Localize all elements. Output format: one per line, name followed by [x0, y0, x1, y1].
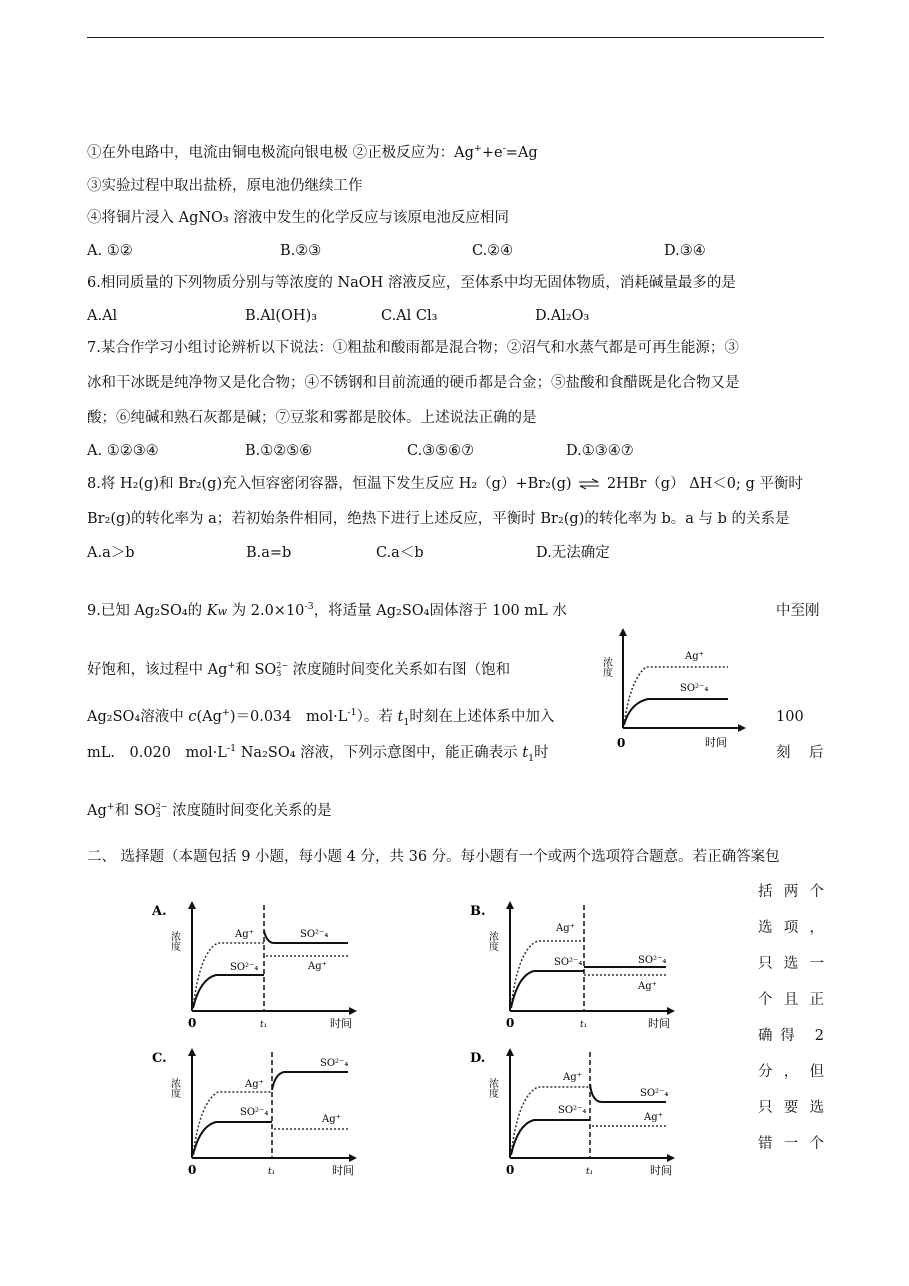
svg-text:SO²⁻₄: SO²⁻₄	[300, 929, 329, 940]
panel-label-b: B.	[470, 904, 486, 919]
svg-text:SO²⁻₄: SO²⁻₄	[230, 962, 259, 973]
svg-text:Ag⁺: Ag⁺	[644, 1112, 663, 1123]
svg-text:时间: 时间	[648, 1017, 670, 1030]
q9-line-4-right-1: 刻	[776, 745, 791, 761]
svg-text:Ag⁺: Ag⁺	[556, 923, 575, 934]
svg-text:浓度: 浓度	[486, 1078, 498, 1098]
q7-option-b: B.①②⑤⑥	[245, 443, 313, 459]
panel-label-a: A.	[152, 904, 167, 919]
option-d-graph	[468, 1040, 688, 1180]
svg-text:SO²⁻₄: SO²⁻₄	[558, 1105, 587, 1116]
y-axis-label: 浓度	[600, 657, 612, 677]
svg-text:Ag⁺: Ag⁺	[322, 1114, 341, 1125]
svg-text:SO²⁻₄: SO²⁻₄	[638, 955, 667, 966]
svg-text:SO²⁻₄: SO²⁻₄	[240, 1107, 269, 1118]
equilibrium-arrow-icon	[578, 478, 600, 490]
panel-label-c: C.	[152, 1051, 167, 1066]
q8-option-d: D.无法确定	[536, 545, 610, 561]
svg-text:0: 0	[506, 1016, 515, 1030]
q5-statement-4: ④将铜片浸入 AgNO₃ 溶液中发生的化学反应与该原电池反应相同	[87, 210, 509, 226]
q5-option-a: A. ①②	[87, 243, 133, 259]
q6-option-a: A.Al	[87, 308, 118, 324]
svg-text:SO²⁻₄: SO²⁻₄	[640, 1088, 669, 1099]
q9-line-4-right-2: 后	[809, 745, 824, 761]
q7-option-c: C.③⑤⑥⑦	[407, 443, 475, 459]
q7-line-3: 酸；⑥纯碱和熟石灰都是碱；⑦豆浆和雾都是胶体。上述说法正确的是	[87, 410, 537, 426]
q8-line-2: Br₂(g)的转化率为 a；若初始条件相同，绝热下进行上述反应，平衡时 Br₂(g)的转化率为 b。a 与 b 的关系是	[87, 511, 790, 527]
svg-text:0: 0	[188, 1163, 197, 1177]
svg-text:Ag⁺: Ag⁺	[638, 981, 657, 992]
panel-label-d: D.	[470, 1051, 486, 1066]
q5-statement-1-2: ①在外电路中，电流由铜电极流向银电极 ②正极反应为：Ag++e-=Ag	[87, 143, 538, 161]
svg-text:浓度: 浓度	[168, 1078, 180, 1098]
q5-option-b: B.②③	[280, 243, 322, 259]
q5-statement-3: ③实验过程中取出盐桥，原电池仍继续工作	[87, 178, 363, 194]
svg-text:0: 0	[188, 1016, 197, 1030]
svg-text:浓度: 浓度	[486, 931, 498, 951]
q7-line-1: 7.某合作学习小组讨论辨析以下说法：①粗盐和酸雨都是混合物；②沼气和水蒸气都是可再生能源；③	[87, 340, 739, 356]
q6-stem: 6.相同质量的下列物质分别与等浓度的 NaOH 溶液反应，至体系中均无固体物质，消耗碱量最多的是	[87, 275, 736, 291]
svg-text:浓度: 浓度	[168, 931, 180, 951]
ag-ion-label: Ag⁺	[685, 651, 704, 662]
q6-option-b: B.Al(OH)₃	[245, 308, 318, 324]
svg-text:SO²⁻₄: SO²⁻₄	[554, 957, 583, 968]
q7-line-2: 冰和干冰既是纯净物又是化合物；④不锈钢和目前流通的硬币都是合金；⑤盐酸和食醋既是化合物又是	[87, 375, 740, 391]
svg-text:时间: 时间	[330, 1017, 352, 1030]
svg-text:时间: 时间	[650, 1164, 672, 1177]
svg-text:时间: 时间	[332, 1164, 354, 1177]
svg-text:t₁: t₁	[580, 1020, 588, 1030]
section2-line-1: 二、 选择题（本题包括 9 小题，每小题 4 分，共 36 分。每小题有一个或两个选项符合题意。若正确答案包	[87, 849, 780, 865]
svg-text:SO²⁻₄: SO²⁻₄	[320, 1058, 349, 1069]
q7-option-d: D.①③④⑦	[566, 443, 634, 459]
q8-line-1: 8.将 H₂(g)和 Br₂(g)充入恒容密闭容器，恒温下发生反应 H₂（g）+Br₂(g) 2HBr（g） ΔH＜0; g 平衡时	[87, 476, 803, 492]
svg-text:0: 0	[506, 1163, 515, 1177]
q9-line-4: mL. 0.020 $mol\cdot L^{-1}$ Na₂SO₄ 溶液，下列示意图中，能正确表示 $t_1$时	[87, 743, 549, 764]
svg-text:t₁: t₁	[268, 1167, 276, 1177]
option-c-graph	[150, 1040, 370, 1180]
q7-option-a: A. ①②③④	[87, 443, 159, 459]
q9-line-3: Ag₂SO₄溶液中 c(Ag+)＝0.034 $mol\cdot L^{-1}$）。若 $t_1$时刻在上述体系中加入	[87, 707, 555, 728]
q9-line-1-right: 中至刚	[776, 603, 820, 619]
q9-line-2: 好饱和，该过程中 Ag+和 SO2− 3 浓度随时间变化关系如右图（饱和	[87, 660, 511, 678]
q9-reference-graph	[600, 625, 750, 750]
option-a-graph	[150, 893, 370, 1033]
q8-option-a: A.a＞b	[87, 545, 135, 561]
svg-text:Ag⁺: Ag⁺	[563, 1072, 582, 1083]
q8-option-b: B.a=b	[246, 545, 292, 561]
q5-option-d: D.③④	[664, 243, 706, 259]
section2-vertical-text: 括两个 选项， 只选一 个且正 确得 2 分，但 只要选 错一个	[758, 884, 824, 1152]
q5-option-c: C.②④	[472, 243, 514, 259]
q9-line-3-right: 100	[776, 709, 804, 725]
header-rule	[87, 37, 824, 38]
x-axis-label: 时间	[705, 736, 727, 749]
svg-text:Ag⁺: Ag⁺	[235, 929, 254, 940]
q9-line-1: 9.已知 Ag₂SO₄的 Kw 为 $2.0\times 10^{-3}$，将适量 Ag₂SO₄固体溶于 100 mL 水	[87, 601, 567, 619]
q6-option-c: C.Al Cl₃	[381, 308, 438, 324]
q6-option-d: D.Al₂O₃	[535, 308, 590, 324]
q8-option-c: C.a＜b	[376, 545, 424, 561]
svg-text:Ag⁺: Ag⁺	[245, 1079, 264, 1090]
sulfate-ion-label: SO²⁻₄	[680, 683, 709, 694]
svg-text:t₁: t₁	[260, 1020, 268, 1030]
svg-text:t₁: t₁	[586, 1167, 594, 1177]
svg-text:Ag⁺: Ag⁺	[308, 961, 327, 972]
q9-line-5: Ag+和 SO2− 3 浓度随时间变化关系的是	[87, 801, 332, 819]
origin-label: 0	[617, 736, 626, 750]
option-b-graph	[468, 893, 688, 1033]
